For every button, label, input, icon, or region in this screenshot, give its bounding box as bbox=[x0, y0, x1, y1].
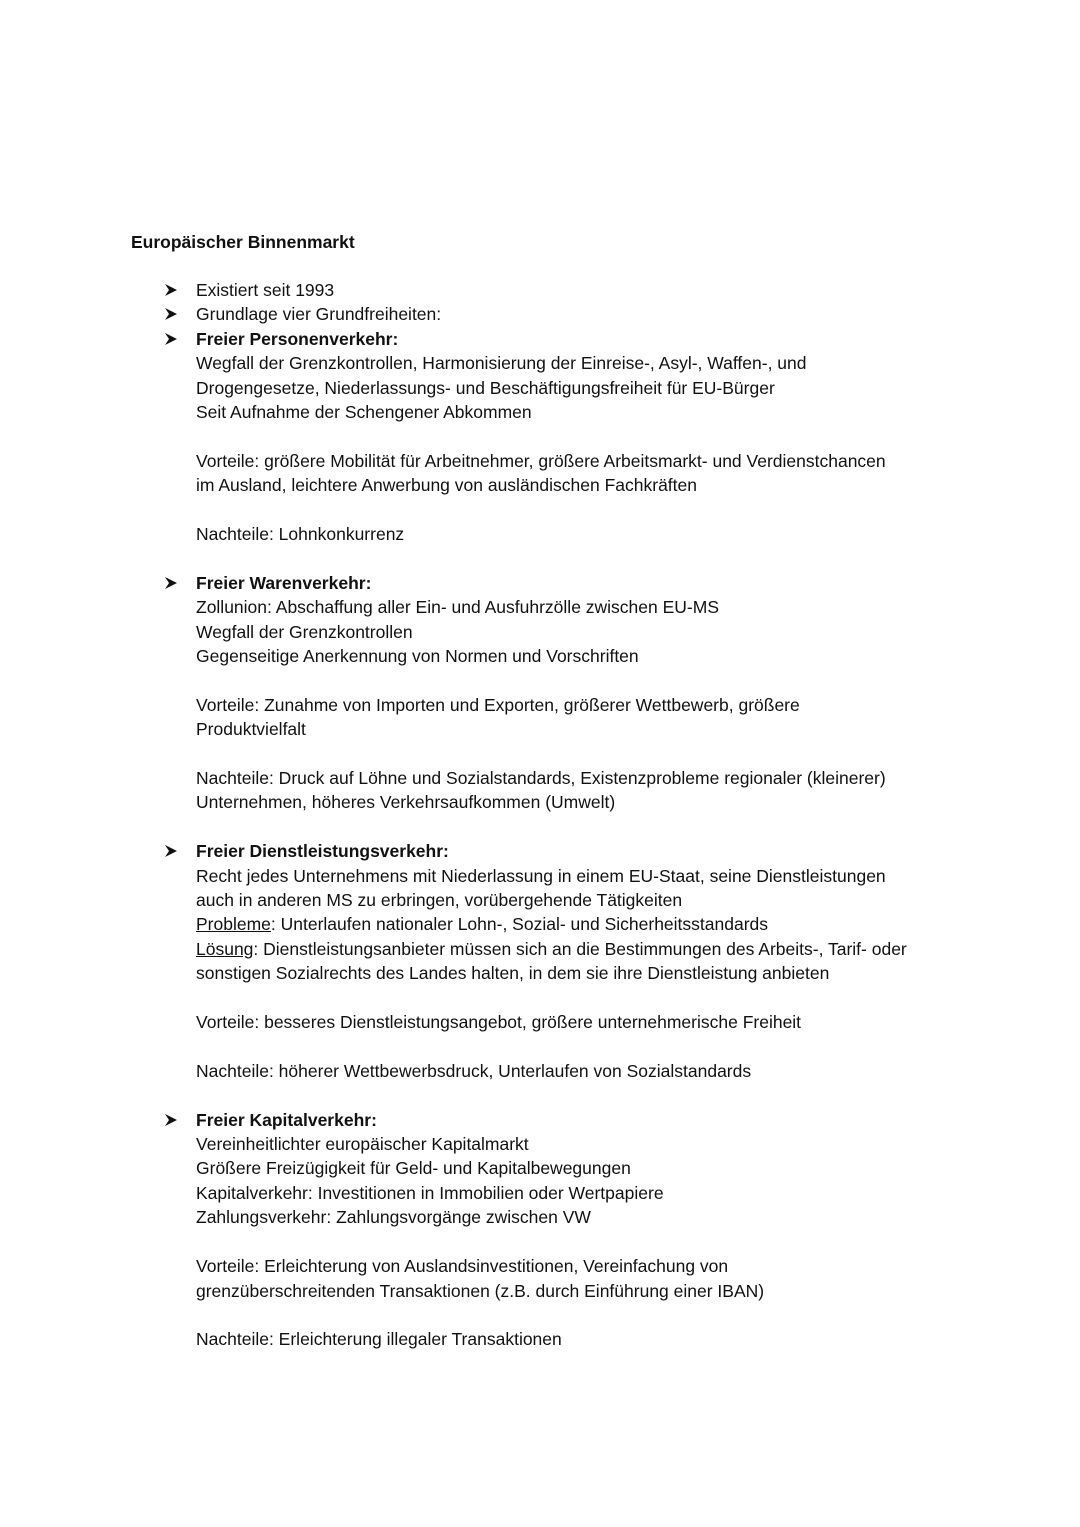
section-line: Kapitalverkehr: Investitionen in Immobilien oder Wertpapiere bbox=[196, 1182, 664, 1203]
loesung-label: Lösung bbox=[196, 938, 254, 959]
section-personenverkehr bbox=[164, 327, 964, 571]
section-line: Zollunion: Abschaffung aller Ein- und Ausfuhrzölle zwischen EU-MS bbox=[196, 597, 720, 618]
nachteile-line: Nachteile: höherer Wettbewerbsdruck, Unterlaufen von Sozialstandards bbox=[196, 1060, 752, 1081]
arrowhead-bullet-icon bbox=[164, 1108, 184, 1132]
section-kapitalverkehr bbox=[164, 1108, 964, 1352]
loesung-continuation: sonstigen Sozialrechts des Landes halten, in dem sie ihre Dienstleistung anbieten bbox=[196, 963, 830, 984]
section-line: Wegfall der Grenzkontrollen bbox=[196, 621, 413, 642]
nachteile-line: Unternehmen, höheres Verkehrsaufkommen (Umwelt) bbox=[196, 792, 616, 813]
vorteile-line: Vorteile: größere Mobilität für Arbeitnehmer, größere Arbeitsmarkt- und Verdienstchancen bbox=[196, 450, 886, 471]
arrowhead-bullet-icon bbox=[164, 839, 184, 863]
probleme-line bbox=[196, 912, 964, 936]
probleme-label: Probleme bbox=[196, 914, 271, 935]
section-warenverkehr bbox=[164, 571, 964, 839]
section-heading: Freier Dienstleistungsverkehr: bbox=[196, 841, 449, 862]
nachteile-line: Nachteile: Erleichterung illegaler Transaktionen bbox=[196, 1329, 562, 1350]
arrowhead-bullet-icon bbox=[164, 278, 184, 302]
arrowhead-bullet-icon bbox=[164, 571, 184, 595]
vorteile-line: Vorteile: Erleichterung von Auslandsinvestitionen, Vereinfachung von bbox=[196, 1256, 729, 1277]
section-line: Drogengesetze, Niederlassungs- und Beschäftigungsfreiheit für EU-Bürger bbox=[196, 377, 775, 398]
intro-line: Grundlage vier Grundfreiheiten: bbox=[196, 304, 442, 325]
bullet-list bbox=[164, 278, 964, 1352]
loesung-line bbox=[196, 937, 964, 961]
arrowhead-bullet-icon bbox=[164, 302, 184, 326]
section-line: Größere Freizügigkeit für Geld- und Kapitalbewegungen bbox=[196, 1158, 631, 1179]
list-item bbox=[164, 302, 964, 326]
nachteile-line: Nachteile: Lohnkonkurrenz bbox=[196, 524, 405, 545]
section-heading: Freier Warenverkehr: bbox=[196, 572, 372, 593]
section-line: Wegfall der Grenzkontrollen, Harmonisierung der Einreise-, Asyl-, Waffen-, und bbox=[196, 353, 807, 374]
vorteile-line: Vorteile: besseres Dienstleistungsangebot, größere unternehmerische Freiheit bbox=[196, 1012, 802, 1033]
section-line: Seit Aufnahme der Schengener Abkommen bbox=[196, 402, 532, 423]
section-heading: Freier Kapitalverkehr: bbox=[196, 1109, 377, 1130]
arrowhead-bullet-icon bbox=[164, 327, 184, 351]
section-line: auch in anderen MS zu erbringen, vorübergehende Tätigkeiten bbox=[196, 890, 683, 911]
section-heading: Freier Personenverkehr: bbox=[196, 328, 399, 349]
vorteile-line: Produktvielfalt bbox=[196, 719, 306, 740]
nachteile-line: Nachteile: Druck auf Löhne und Sozialstandards, Existenzprobleme regionaler (kleinerer) bbox=[196, 768, 886, 789]
vorteile-line: grenzüberschreitenden Transaktionen (z.B. durch Einführung einer IBAN) bbox=[196, 1280, 765, 1301]
section-line: Vereinheitlichter europäischer Kapitalmarkt bbox=[196, 1134, 529, 1155]
probleme-text: : Unterlaufen nationaler Lohn-, Sozial- und Sicherheitsstandards bbox=[270, 914, 769, 935]
section-line: Zahlungsverkehr: Zahlungsvorgänge zwischen VW bbox=[196, 1207, 591, 1228]
section-line: Gegenseitige Anerkennung von Normen und Vorschriften bbox=[196, 646, 639, 667]
vorteile-line: im Ausland, leichtere Anwerbung von ausländischen Fachkräften bbox=[196, 475, 697, 496]
document-title: Europäischer Binnenmarkt bbox=[131, 232, 355, 252]
loesung-text: : Dienstleistungsanbieter müssen sich an die Bestimmungen des Arbeits-, Tarif- oder bbox=[253, 938, 907, 959]
vorteile-line: Vorteile: Zunahme von Importen und Exporten, größerer Wettbewerb, größere bbox=[196, 694, 800, 715]
section-line: Recht jedes Unternehmens mit Niederlassung in einem EU-Staat, seine Dienstleistungen bbox=[196, 865, 886, 886]
list-item bbox=[164, 278, 964, 302]
intro-line: Existiert seit 1993 bbox=[196, 280, 335, 300]
section-dienstleistungsverkehr bbox=[164, 839, 964, 1107]
